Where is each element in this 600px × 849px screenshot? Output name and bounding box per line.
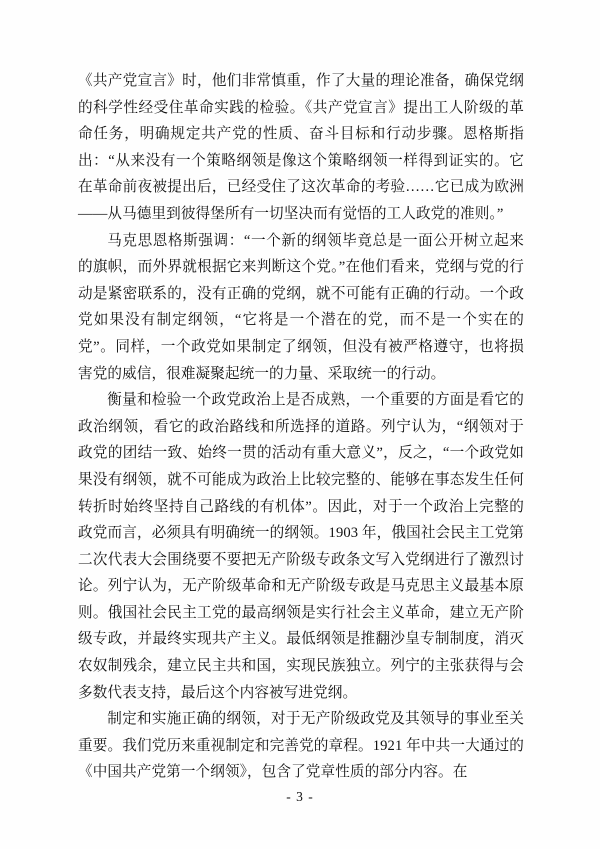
paragraph: 《共产党宣言》时，他们非常慎重，作了大量的理论准备，确保党纲的科学性经受住革命实践的检验。《共产党宣言》提出工人阶级的革命任务，明确规定共产党的性质、奋斗目标和行动步骤。恩格斯指出：“从来没有一个策略纲领是像这个策略纲领一样得到证实的。它在革命前夜被提出后，已经受住了这次革命的考验……它已成为欧洲——从马德里到彼得堡所有一切坚决而有觉悟的工人政党的准则。” — [78, 73, 524, 222]
paragraph: 制定和实施正确的纲领，对于无产阶级政党及其领导的事业至关重要。我们党历来重视制定和完善党的章程。1921 年中共一大通过的《中国共产党第一个纲领》，包含了党章性质的部分内容。在 — [78, 711, 524, 781]
page-text-body — [78, 68, 524, 786]
paragraph: 马克思恩格斯强调：“一个新的纲领毕竟总是一面公开树立起来的旗帜，而外界就根据它来判断这个党。”在他们看来，党纲与党的行动是紧密联系的，没有正确的党纲，就不可能有正确的行动。一个政党如果没有制定纲领，“它将是一个潜在的党，而不是一个实在的党”。同样，一个政党如果制定了纲领，但没有被严格遵守，也将损害党的威信，很难凝聚起统一的力量、采取统一的行动。 — [78, 232, 524, 382]
page-number: - 3 - — [286, 789, 314, 804]
paragraph: 衡量和检验一个政党政治上是否成熟，一个重要的方面是看它的政治纲领，看它的政治路线和所选择的道路。列宁认为，“纲领对于政党的团结一致、始终一贯的活动有重大意义”，反之，“一个政党如果没有纲领，就不可能成为政治上比较完整的、能够在事态发生任何转折时始终坚持自己路线的有机体”。因此，对于一个政治上完整的政党而言，必须具有明确统一的纲领。1903 年，俄国社会民主工党第二次代表大会围绕要不要把无产阶级专政条文写入党纲进行了激烈讨论。列宁认为，无产阶级革命和无产阶级专政是马克思主义最基本原则。俄国社会民主工党的最高纲领是实行社会主义革命，建立无产阶级专政，并最终实现共产主义。最低纲领是推翻沙皇专制制度，消灭农奴制残余，建立民主共和国，实现民族独立。列宁的主张获得与会多数代表支持，最后这个内容被写进党纲。 — [78, 392, 524, 701]
